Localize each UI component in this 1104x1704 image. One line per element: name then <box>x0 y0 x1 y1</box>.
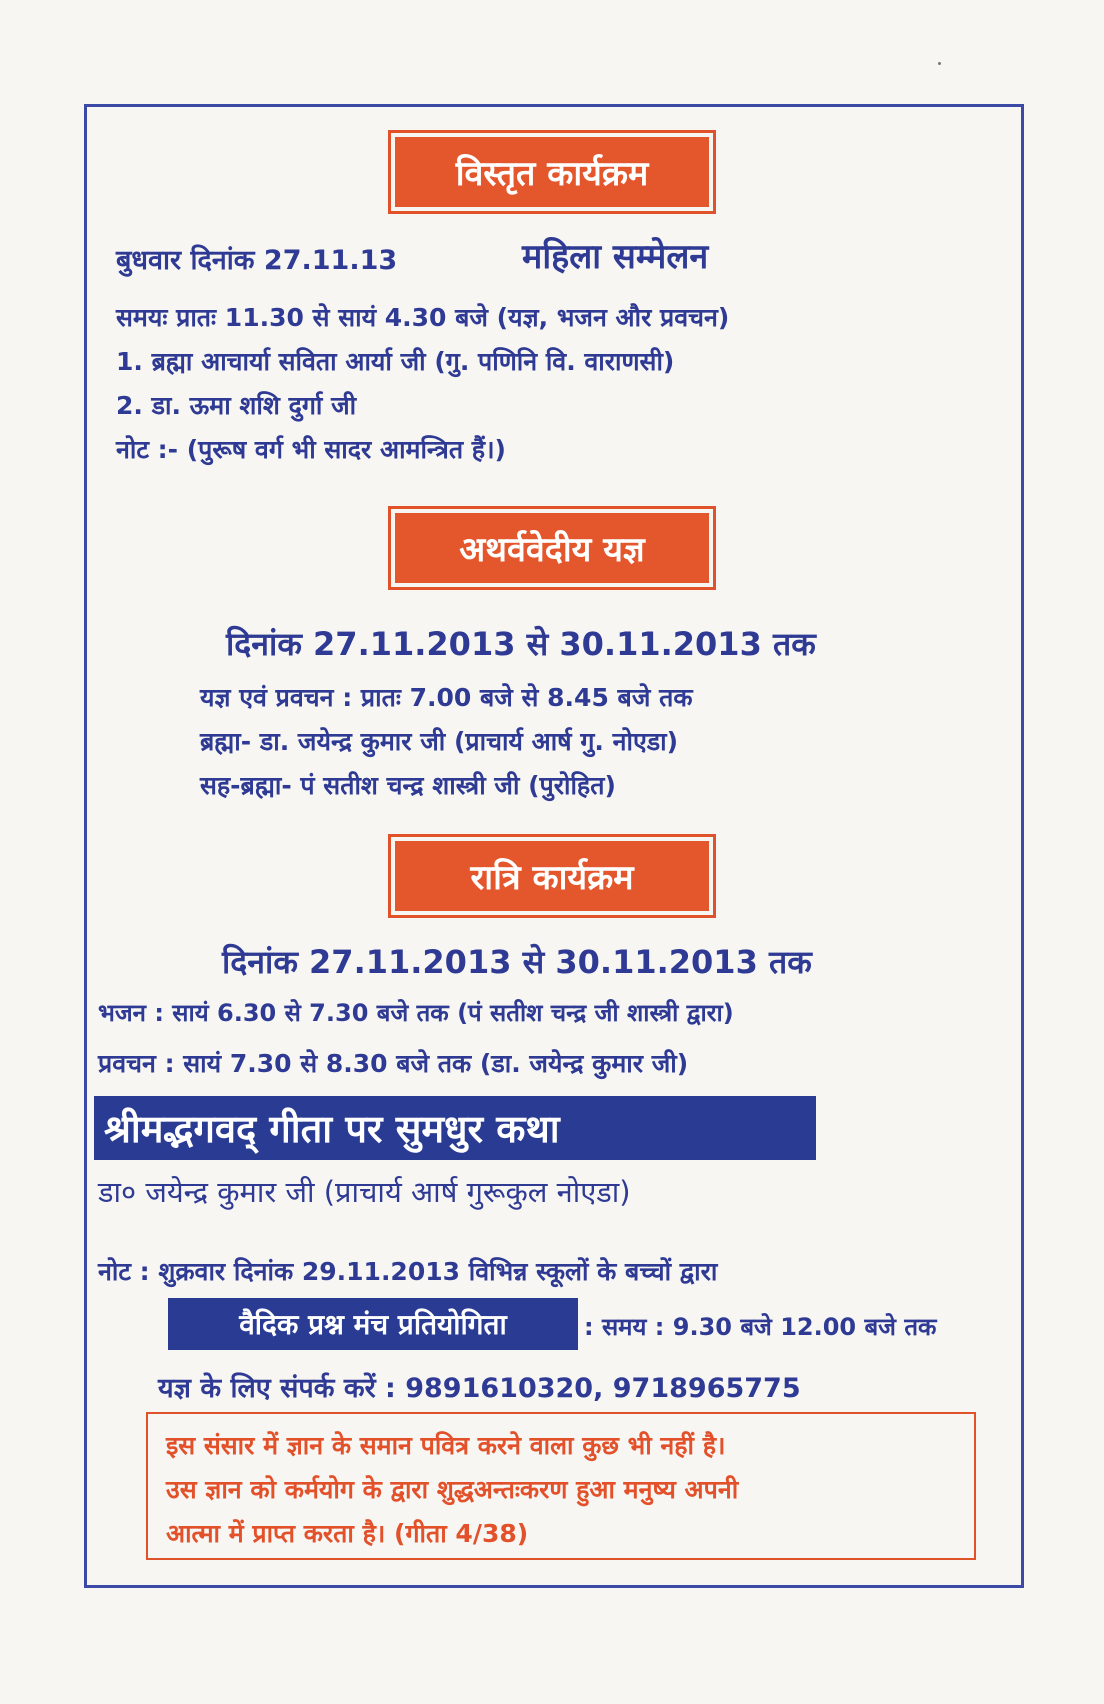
contact-line: यज्ञ के लिए संपर्क करें : 9891610320, 9718965775 <box>158 1373 801 1404</box>
speaker-2: 2. डा. ऊमा शशि दुर्गा जी <box>116 391 357 420</box>
speaker-1: 1. ब्रह्मा आचार्या सविता आर्या जी (गु. पणिनि वि. वाराणसी) <box>116 347 675 376</box>
school-note: नोट : शुक्रवार दिनांक 29.11.2013 विभिन्न स्कूलों के बच्चों द्वारा <box>98 1257 718 1286</box>
section-heading-night-program <box>388 834 716 918</box>
quote-line-1: इस संसार में ज्ञान के समान पवित्र करने वाला कुछ भी नहीं है। <box>166 1431 726 1460</box>
co-brahma-line: सह-ब्रह्मा- पं सतीश चन्द्र शास्त्री जी (पुरोहित) <box>200 771 616 800</box>
competition-banner-label: वैदिक प्रश्न मंच प्रतियोगिता <box>239 1308 507 1341</box>
date-range: दिनांक 27.11.2013 से 30.11.2013 तक <box>226 625 816 663</box>
section-heading-detailed-program <box>388 130 716 214</box>
section-heading-label: अथर्ववेदीय यज्ञ <box>395 513 709 583</box>
quote-line-3: आत्मा में प्राप्त करता है। (गीता 4/38) <box>166 1519 529 1548</box>
section-heading-label: रात्रि कार्यक्रम <box>395 841 709 911</box>
brahma-line: ब्रह्मा- डा. जयेन्द्र कुमार जी (प्राचार्य आर्ष गु. नोएडा) <box>200 727 679 756</box>
paper-speck <box>938 62 941 65</box>
competition-banner <box>168 1298 578 1350</box>
katha-banner-label: श्रीमद्भगवद् गीता पर सुमधुर कथा <box>104 1107 560 1151</box>
gita-quote-box <box>146 1412 976 1560</box>
date-line: बुधवार दिनांक 27.11.13 <box>116 245 398 276</box>
katha-speaker: डा० जयेन्द्र कुमार जी (प्राचार्य आर्ष गुरूकुल नोएडा) <box>98 1175 631 1209</box>
note-line: नोट :- (पुरूष वर्ग भी सादर आमन्त्रित हैं।) <box>116 435 506 464</box>
pravachan-line: प्रवचन : सायं 7.30 से 8.30 बजे तक (डा. जयेन्द्र कुमार जी) <box>98 1049 689 1078</box>
quote-line-2: उस ज्ञान को कर्मयोग के द्वारा शुद्धअन्तःकरण हुआ मनुष्य अपनी <box>166 1475 739 1504</box>
yagya-time-line: यज्ञ एवं प्रवचन : प्रातः 7.00 बजे से 8.45 बजे तक <box>200 683 693 712</box>
katha-banner <box>94 1096 816 1160</box>
event-title: महिला सम्मेलन <box>522 237 709 277</box>
section-heading-label: विस्तृत कार्यक्रम <box>395 137 709 207</box>
section-heading-atharvaveda-yagya <box>388 506 716 590</box>
date-range: दिनांक 27.11.2013 से 30.11.2013 तक <box>222 943 812 981</box>
time-line: समयः प्रातः 11.30 से सायं 4.30 बजे (यज्ञ, भजन और प्रवचन) <box>116 303 730 332</box>
competition-time: : समय : 9.30 बजे 12.00 बजे तक <box>584 1313 937 1341</box>
bhajan-line: भजन : सायं 6.30 से 7.30 बजे तक (पं सतीश चन्द्र जी शास्त्री द्वारा) <box>98 999 734 1027</box>
